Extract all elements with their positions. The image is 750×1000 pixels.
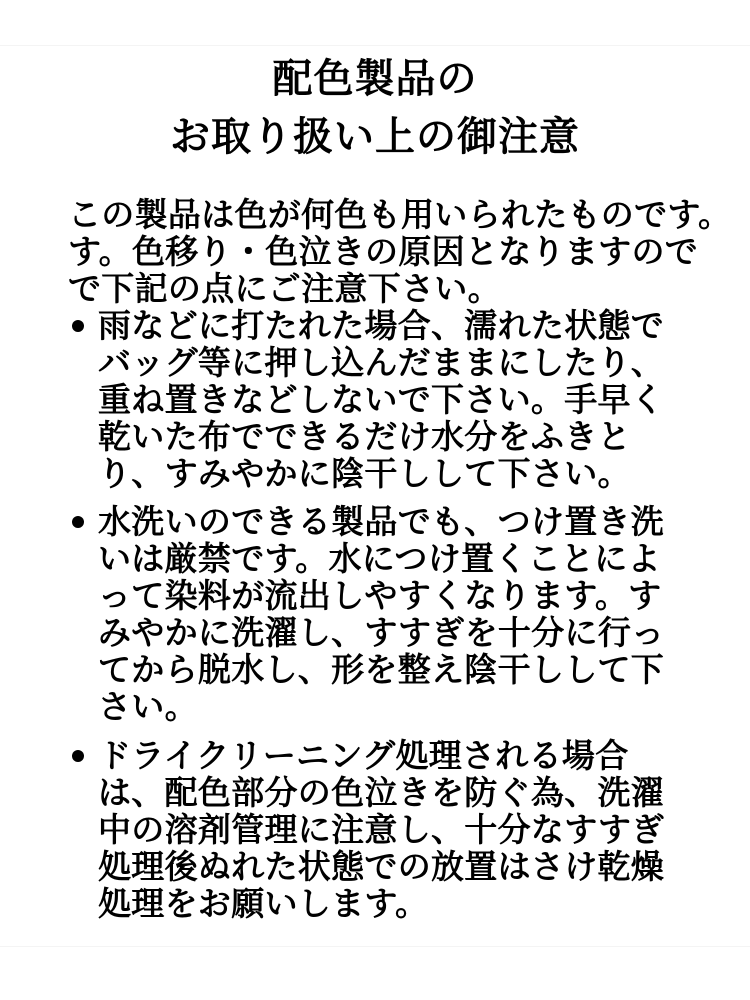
page-title-line-2: お取り扱い上の御注意 bbox=[170, 114, 580, 160]
bullet-line: 中の溶剤管理に注意し、十分なすすぎ bbox=[98, 810, 665, 849]
bullet-line: みやかに洗濯し、すすぎを十分に行っ bbox=[98, 613, 665, 652]
bullet-line: ドライクリーニング処理される場合 bbox=[98, 736, 629, 775]
intro-line: この製品は色が何色も用いられたものです。 bbox=[68, 195, 732, 234]
bullet-text bbox=[98, 503, 664, 725]
intro-line: で下記の点にご注意下さい。 bbox=[68, 269, 501, 308]
intro-line: す。色移り・色泣きの原因となりますので bbox=[68, 232, 699, 271]
bullet-line: 処理をお願いします。 bbox=[98, 884, 429, 923]
bullet-line: って染料が流出しやすくなります。す bbox=[98, 576, 662, 615]
bullet-text bbox=[98, 307, 664, 492]
bullet-line: 雨などに打たれた場合、濡れた状態で bbox=[98, 306, 665, 345]
bullet-line: り、すみやかに陰干しして下さい。 bbox=[98, 454, 631, 493]
bullet-text bbox=[98, 737, 664, 922]
bullet-line: 乾いた布でできるだけ水分をふきと bbox=[98, 417, 631, 456]
intro-paragraph bbox=[68, 195, 732, 308]
bullet-line: てから脱水し、形を整え陰干しして下 bbox=[98, 650, 665, 689]
bullet-line: は、配色部分の色泣きを防ぐ為、洗濯 bbox=[98, 773, 665, 812]
bullet-line: さい。 bbox=[98, 687, 198, 726]
bullet-dot-icon bbox=[72, 320, 84, 332]
bullet-dot-icon bbox=[72, 750, 84, 762]
bullet-line: バッグ等に押し込んだままにしたり、 bbox=[98, 343, 665, 382]
bullet-line: 水洗いのできる製品でも、つけ置き洗 bbox=[98, 502, 665, 541]
bullet-line: 処理後ぬれた状態での放置はさけ乾燥 bbox=[98, 847, 665, 886]
bullet-line: いは厳禁です。水につけ置くことによ bbox=[98, 539, 661, 578]
bullet-line: 重ね置きなどしないで下さい。手早く bbox=[98, 380, 665, 419]
bullet-dot-icon bbox=[72, 516, 84, 528]
page-title-line-1: 配色製品の bbox=[272, 56, 478, 102]
